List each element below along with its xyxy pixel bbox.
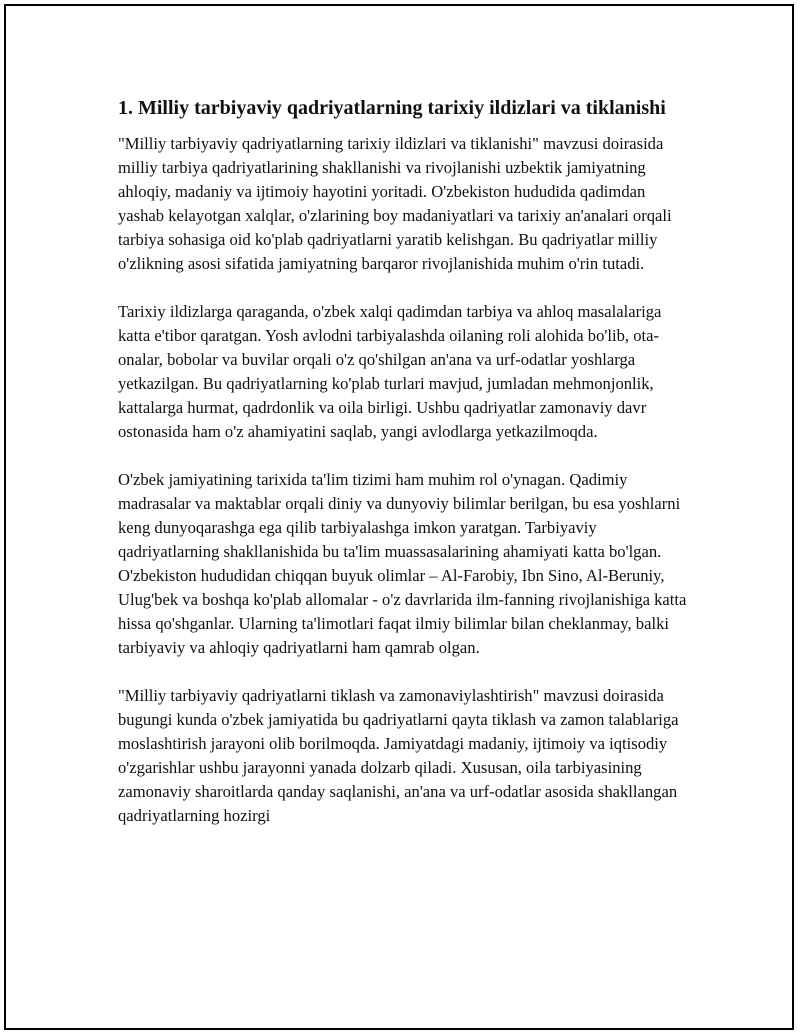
paragraph-2: Tarixiy ildizlarga qaraganda, o'zbek xalqi qadimdan tarbiya va ahloq masalalariga katta e'tibor qaratgan. Yosh avlodni tarbiyalashda oilaning roli alohida bo'lib, ota-onalar, bobolar va buvilar orqali o'z qo'shilgan an'ana va urf-odatlar yoshlarga yetkazilgan. Bu qadriyatlarning ko'plab turlari mavjud, jumladan mehmonjonlik, kattalarga hurmat, qadrdonlik va oila birligi. Ushbu qadriyatlar zamonaviy davr ostonasida ham o'z ahamiyatini saqlab, yangi avlodlarga yetkazilmoqda. <box>118 302 662 441</box>
section-heading: 1. Milliy tarbiyaviy qadriyatlarning tarixiy ildizlari va tiklanishi <box>118 97 666 119</box>
paragraph-4: "Milliy tarbiyaviy qadriyatlarni tiklash va zamonaviylashtirish" mavzusi doirasida bugungi kunda o'zbek jamiyatida bu qadriyatlarni qayta tiklash va zamon talablariga moslashtirish jarayoni olib borilmoqda. Jamiyatdagi madaniy, ijtimoiy va iqtisodiy o'zgarishlar ushbu jarayonni yanada dolzarb qiladi. Xususan, oila tarbiyasining zamonaviy sharoitlarda qanday saqlanishi, an'ana va urf-odatlar asosida shakllangan qadriyatlarning hozirgi <box>118 686 679 825</box>
paragraph-3: O'zbek jamiyatining tarixida ta'lim tizimi ham muhim rol o'ynagan. Qadimiy madrasalar va maktablar orqali diniy va dunyoviy bilimlar berilgan, bu esa yoshlarni keng dunyoqarashga ega qilib tarbiyalashga imkon yaratgan. Tarbiyaviy qadriyatlarning shakllanishida bu ta'lim muassasalarining ahamiyati katta bo'lgan. O'zbekiston hududidan chiqqan buyuk olimlar – Al-Farobiy, Ibn Sino, Al-Beruniy, Ulug'bek va boshqa ko'plab allomalar - o'z davrlarida ilm-fanning rivojlanishiga katta hissa qo'shganlar. Ularning ta'limotlari faqat ilmiy bilimlar bilan cheklanmay, balki tarbiyaviy va ahloqiy qadriyatlarni ham qamrab olgan. <box>118 470 687 657</box>
document-body <box>118 95 688 852</box>
paragraph-1: "Milliy tarbiyaviy qadriyatlarning tarixiy ildizlari va tiklanishi" mavzusi doirasida milliy tarbiya qadriyatlarining shakllanishi va rivojlanishi uzbektik jamiyatning ahloqiy, madaniy va ijtimoiy hayotini yoritadi. O'zbekiston hududida qadimdan yashab kelayotgan xalqlar, o'zlarining boy madaniyatlari va tarixiy an'analari orqali tarbiya sohasiga oid ko'plab qadriyatlarni yaratib kelishgan. Bu qadriyatlar milliy o'zlikning asosi sifatida jamiyatning barqaror rivojlanishida muhim o'rin tutadi. <box>118 134 672 273</box>
